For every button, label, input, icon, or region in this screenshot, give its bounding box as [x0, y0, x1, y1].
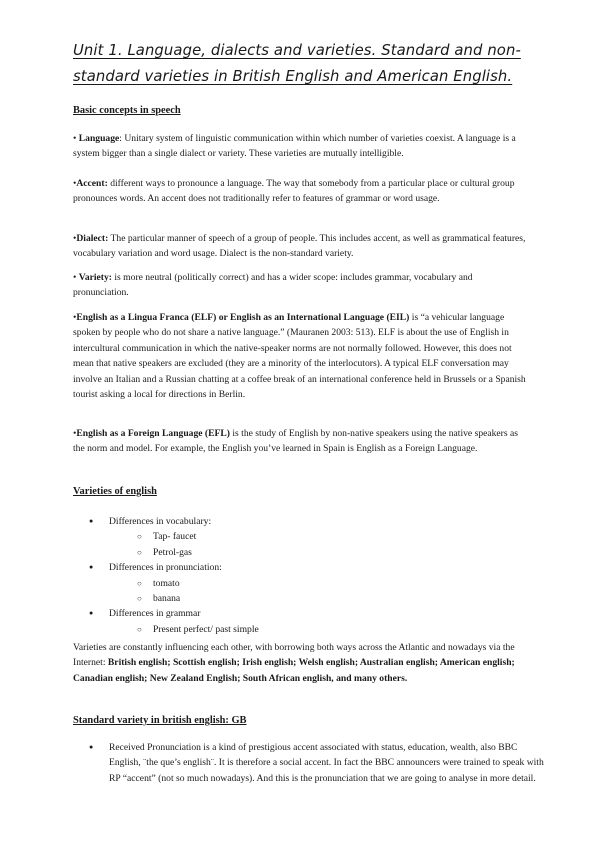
- section-heading-varieties: Varieties of english: [73, 486, 157, 497]
- term-variety: Variety:: [78, 272, 112, 283]
- definition-dialect: [73, 231, 528, 262]
- varieties-differences-list: [73, 514, 528, 637]
- rp-bullet-text: Received Pronunciation is a kind of prestigious accent associated with status, education, wealth, also BBC English, ¨the que’s english¨. It is therefore a social accent. In fact the BBC announcers were trained to speak with RP “accent” (not so much nowadays). And this is the pronunciation that we are going to analyse in more detail.: [109, 742, 544, 784]
- term-efl: English as a Foreign Language (EFL): [76, 428, 230, 439]
- term-accent: Accent:: [76, 178, 108, 189]
- bullet-marker: •: [73, 428, 77, 439]
- sublist-pronunciation: [109, 576, 528, 607]
- rp-bullet-paragraph: [89, 740, 549, 786]
- list-item-label: Differences in grammar: [109, 608, 201, 620]
- definition-elf: [73, 310, 528, 402]
- list-item-label: Differences in vocabulary:: [109, 516, 212, 527]
- bullet-marker: •: [73, 133, 79, 144]
- definition-text: is more neutral (politically correct) and has a wider scope: includes grammar, vocabulary and pronunciation.: [73, 272, 473, 299]
- sublist-vocabulary: [109, 529, 528, 560]
- definition-variety: [73, 270, 528, 301]
- definition-language: [73, 131, 528, 162]
- bullet-dot-icon: ●: [89, 743, 94, 751]
- page-title: Unit 1. Language, dialects and varieties. Standard and non- standard varieties in British English and American English.: [73, 42, 521, 85]
- section-heading-standard-variety: Standard variety in british english: GB: [73, 715, 247, 726]
- sublist-grammar: [109, 622, 528, 637]
- sublist-item: ○ Present perfect/ past simple: [109, 622, 528, 637]
- sublist-item: ○ tomato: [109, 576, 528, 591]
- varieties-paragraph: [73, 640, 528, 686]
- term-elf: English as a Lingua Franca (ELF) or English as an International Language (EIL): [76, 312, 410, 323]
- definition-accent: [73, 176, 528, 207]
- term-language: Language: [78, 133, 120, 144]
- bullet-marker: •: [73, 312, 77, 323]
- varieties-paragraph-text: Varieties are constantly influencing each other, with borrowing both ways across the Atlantic and nowadays via the Internet:: [73, 642, 515, 669]
- varieties-list-bold: British english; Scottish english; Irish english; Welsh english; Australian english; American english; Canadian english; New Zealand English; South African english, and many others.: [73, 657, 515, 684]
- definition-text: is the study of English by non-native speakers using the native speakers as the norm and model. For example, the English you’ve learned in Spain is English as a Foreign Language.: [73, 428, 519, 455]
- list-item-grammar: [73, 606, 528, 637]
- definition-text: is “a vehicular language spoken by people who do not share a native language.” (Mauranen 2003: 513). ELF is about the use of English in intercultural communication in which the native-speaker norms are not normally followed. However, this does not mean that native speakers are excluded (they are a minority of the interlocutors). A typical ELF conversation may involve an Italian and a Russian chatting at a coffee break of an international conference held in Brussels or a Spanish tourist asking a local for directions in Berlin.: [73, 312, 526, 401]
- term-dialect: Dialect:: [76, 233, 109, 244]
- section-heading-basic-concepts: Basic concepts in speech: [73, 105, 181, 116]
- sublist-item: ○ Petrol-gas: [109, 545, 528, 560]
- sublist-item: ○ Tap- faucet: [109, 529, 528, 544]
- bullet-marker: •: [73, 233, 77, 244]
- definition-text: The particular manner of speech of a group of people. This includes accent, as well as grammatical features, vocabulary variation and word usage. Dialect is the non-standard variety.: [73, 233, 526, 260]
- definition-text: : Unitary system of linguistic communication within which number of varieties coexist. A language is a system bigger than a single dialect or variety. These varieties are mutually intelligible.: [73, 133, 516, 160]
- bullet-marker: •: [73, 178, 77, 189]
- bullet-marker: •: [73, 272, 79, 283]
- list-item-vocabulary: [73, 514, 528, 560]
- sublist-item: ○ banana: [109, 591, 528, 606]
- list-item-pronunciation: [73, 560, 528, 606]
- definition-text: different ways to pronounce a language. The way that somebody from a particular place or cultural group pronounces words. An accent does not traditionally refer to features of grammar or word usage.: [73, 178, 515, 205]
- list-item-label: Differences in pronunciation:: [109, 562, 222, 574]
- definition-efl: [73, 426, 528, 457]
